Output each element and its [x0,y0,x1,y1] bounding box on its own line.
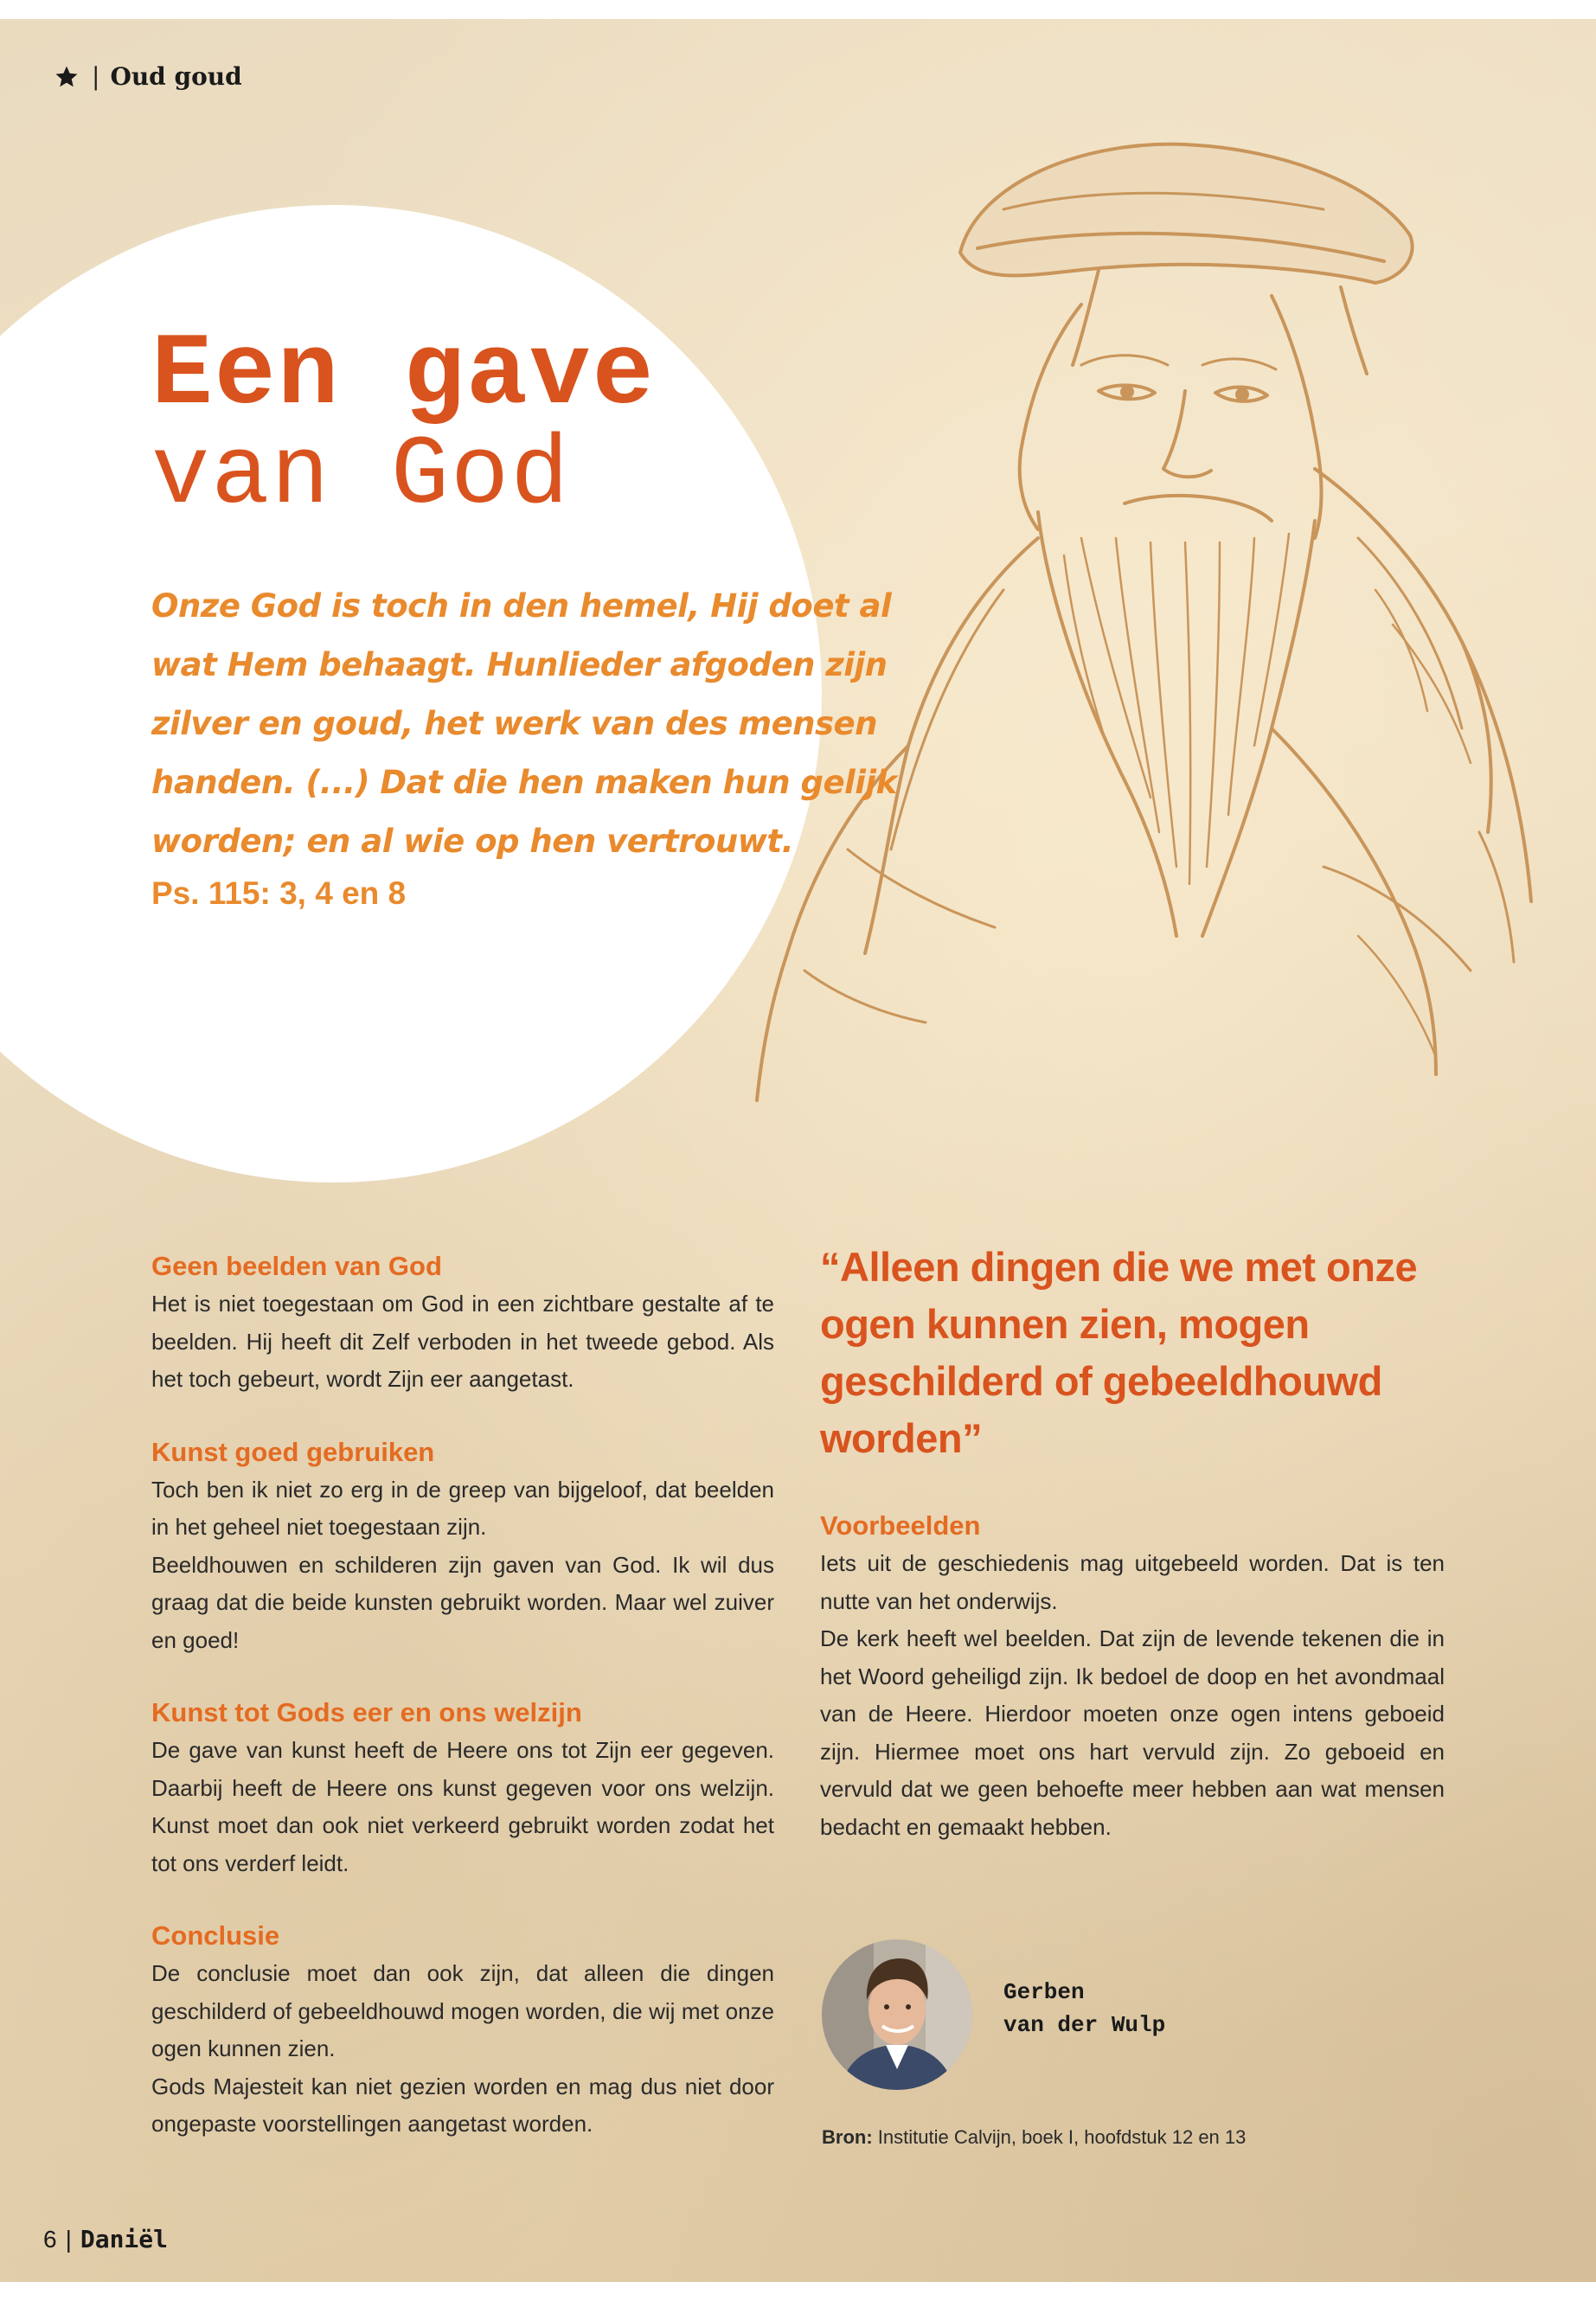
section-heading: Geen beelden van God [151,1251,442,1281]
source-citation [822,2126,1246,2149]
author-avatar [822,1939,972,2090]
body-paragraph: Beeldhouwen en schilderen zijn gaven van God. Ik wil dus graag dat die beide kunsten gebruikt worden. Maar wel zuiver en goed! [151,1551,774,1653]
page-footer [43,2225,168,2253]
left-column [151,1247,774,2144]
header-separator: | [92,62,100,91]
footer-separator: | [65,2225,72,2253]
body-paragraph: Iets uit de geschiedenis mag uitgebeeld worden. Dat is ten nutte van het onderwijs. [820,1550,1445,1614]
section-heading: Kunst tot Gods eer en ons welzijn [151,1697,582,1727]
star-icon [54,64,80,90]
right-column [820,1507,1445,1846]
body-paragraph: Toch ben ik niet zo erg in de greep van bijgeloof, dat beelden in het geheel niet toegestaan zijn. [151,1476,774,1540]
section-header [54,62,242,91]
pull-quote: “Alleen dingen die we met onze ogen kunnen zien, mogen geschilderd of gebeeldhouwd worden” [820,1244,1418,1461]
intro-reference: Ps. 115: 3, 4 en 8 [151,875,407,911]
source-text: Institutie Calvijn, boek I, hoofdstuk 12 en 13 [877,2126,1247,2148]
magazine-page [0,19,1596,2282]
intro-quote: Onze God is toch in den hemel, Hij doet al wat Hem behaagt. Hunlieder afgoden zijn zilver en goud, het werk van des mensen handen. (...) Dat die hen maken hun gelijk worden; en al wie op hen vertrouwt. [151,587,897,860]
section-heading: Kunst goed gebruiken [151,1436,435,1467]
body-paragraph: De gave van kunst heeft de Heere ons tot Zijn eer gegeven. Daarbij heeft de Heere ons kunst gegeven voor ons welzijn. Kunst moet dan ook niet verkeerd gebruikt worden zodat het tot ons verderf leidt. [151,1737,774,1876]
title-line-1: Een gave [151,318,656,433]
body-paragraph: De conclusie moet dan ook zijn, dat alleen die dingen geschilderd of gebeeldhouwd mogen worden, die wij met onze ogen kunnen zien. [151,1960,774,2061]
author-last-name: van der Wulp [1003,2012,1166,2038]
article-title [151,318,656,531]
source-label: Bron: [822,2126,873,2148]
page-number: 6 [43,2225,57,2253]
author-first-name: Gerben [1003,1979,1085,2005]
body-paragraph: Gods Majesteit kan niet gezien worden en mag dus niet door ongepaste voorstellingen aangetast worden. [151,2073,774,2137]
magazine-name: Daniël [80,2225,169,2253]
section-label: Oud goud [110,62,242,91]
body-paragraph: Het is niet toegestaan om God in een zichtbare gestalte af te beelden. Hij heeft dit Zelf verboden in het tweede gebod. Als het toch gebeurt, wordt Zijn eer aangetast. [151,1291,774,1392]
section-heading: Conclusie [151,1920,280,1951]
title-line-2: van God [151,421,571,531]
section-heading: Voorbeelden [820,1510,981,1541]
author-name [1003,1976,1165,2041]
body-paragraph: De kerk heeft wel beelden. Dat zijn de levende tekenen die in het Woord geheiligd zijn. Ik bedoel de doop en het avondmaal van de Heere. Hierdoor moeten onze ogen intens geboeid zijn. Hiermee moet ons hart vervuld zijn. Zo geboeid en vervuld dat we geen behoefte meer hebben aan wat mensen bedacht en gemaakt hebben. [820,1625,1445,1840]
